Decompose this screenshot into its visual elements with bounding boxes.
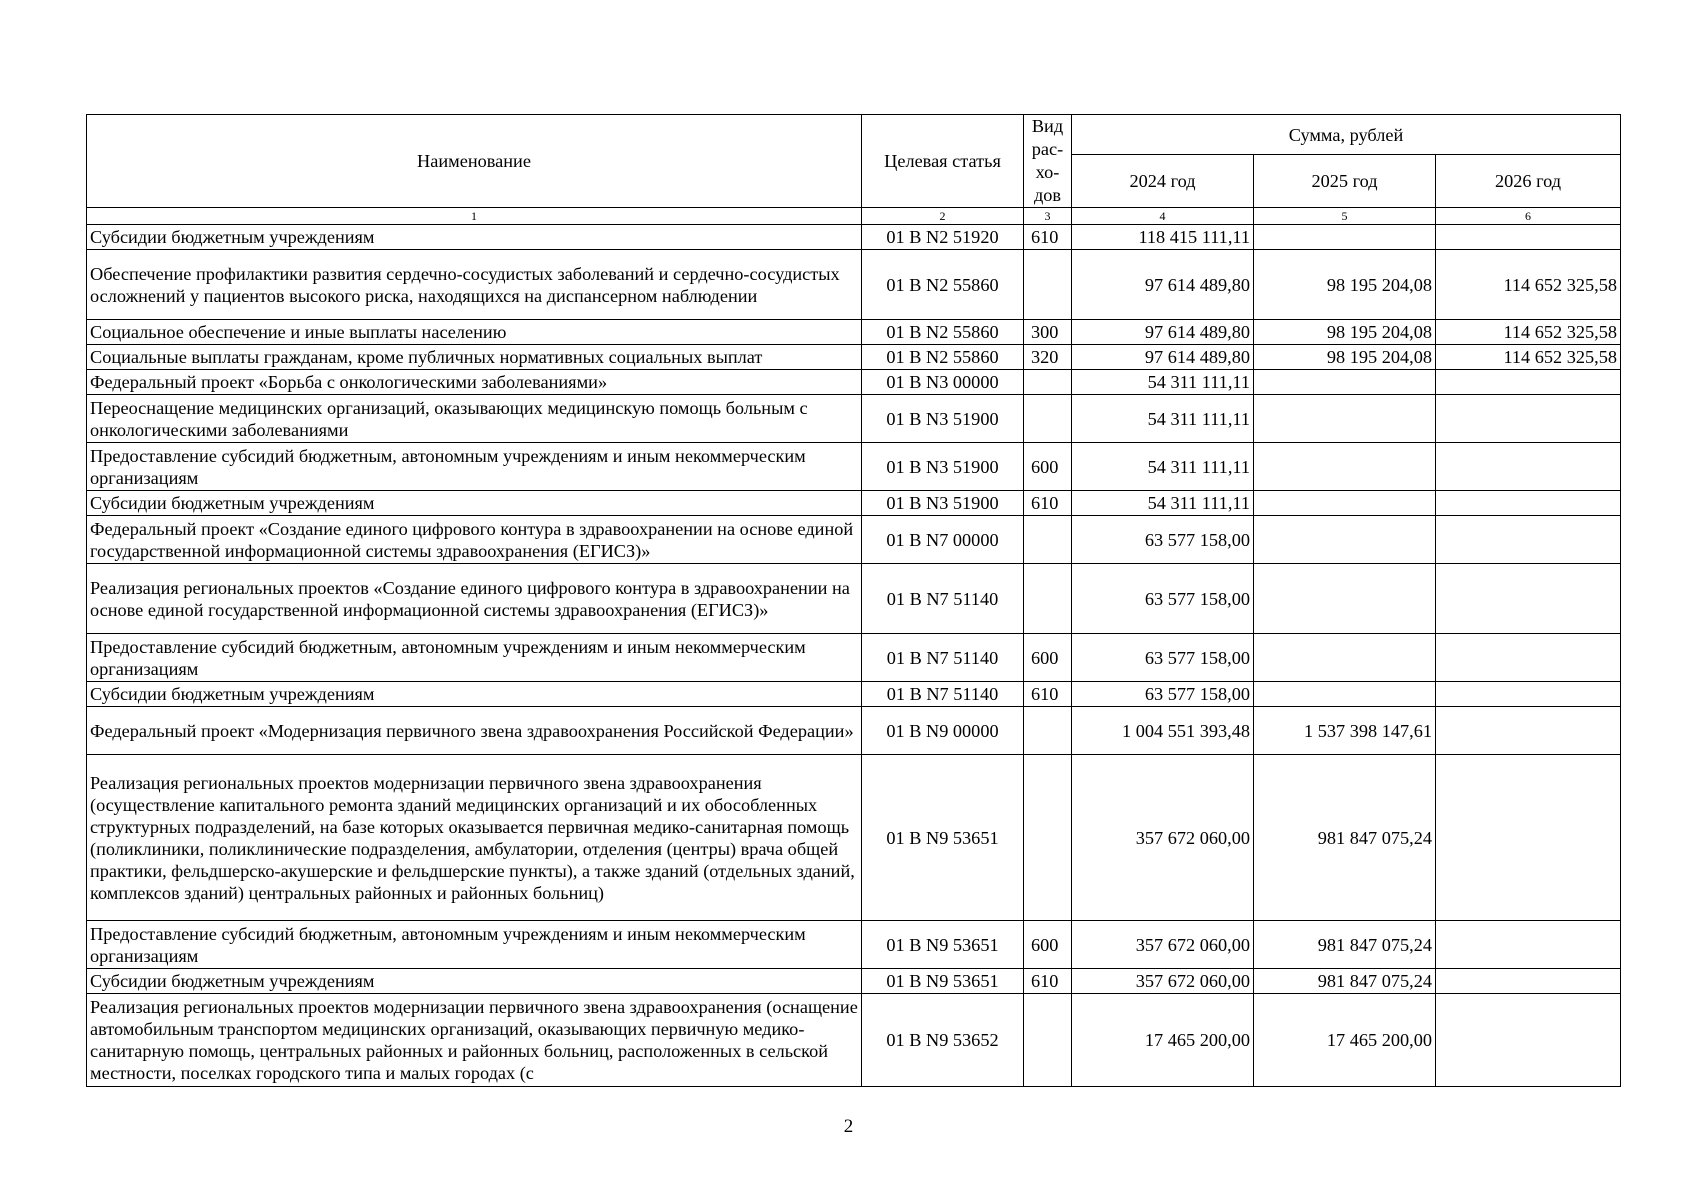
table-row [87, 755, 1621, 921]
table-row [87, 682, 1621, 707]
table-row [87, 707, 1621, 755]
header-year-2026: 2026 год [1436, 155, 1621, 208]
row-name: Субсидии бюджетным учреждениям [87, 969, 862, 994]
row-amount-2026: 114 652 325,58 [1436, 250, 1621, 320]
row-amount-2025 [1254, 370, 1436, 395]
row-target-article: 01 В N2 55860 [862, 320, 1024, 345]
table-row [87, 516, 1621, 564]
table-header [87, 115, 1621, 225]
row-amount-2026 [1436, 370, 1621, 395]
row-amount-2026 [1436, 564, 1621, 634]
row-amount-2026 [1436, 395, 1621, 443]
row-target-article: 01 В N3 51900 [862, 395, 1024, 443]
table-body [87, 225, 1621, 1087]
row-name: Переоснащение медицинских организаций, оказывающих медицинскую помощь больным с онкологическими заболеваниями [87, 395, 862, 443]
table-row [87, 994, 1621, 1087]
row-amount-2025: 981 847 075,24 [1254, 921, 1436, 969]
table-row [87, 634, 1621, 682]
row-amount-2024: 63 577 158,00 [1072, 634, 1254, 682]
row-target-article: 01 В N7 51140 [862, 682, 1024, 707]
row-expense-type: 320 [1024, 345, 1072, 370]
table-row [87, 370, 1621, 395]
row-amount-2025: 98 195 204,08 [1254, 320, 1436, 345]
row-amount-2025 [1254, 682, 1436, 707]
row-target-article: 01 В N2 51920 [862, 225, 1024, 250]
page-number: 2 [843, 1116, 854, 1137]
row-amount-2026: 114 652 325,58 [1436, 320, 1621, 345]
row-expense-type [1024, 395, 1072, 443]
row-target-article: 01 В N7 51140 [862, 564, 1024, 634]
row-expense-type [1024, 250, 1072, 320]
header-year-2024: 2024 год [1072, 155, 1254, 208]
row-expense-type: 610 [1024, 682, 1072, 707]
row-amount-2024: 1 004 551 393,48 [1072, 707, 1254, 755]
row-amount-2025 [1254, 225, 1436, 250]
row-name: Федеральный проект «Создание единого цифрового контура в здравоохранении на основе единой государственной информационной системы здравоохранения (ЕГИСЗ)» [87, 516, 862, 564]
header-sum: Сумма, рублей [1072, 115, 1621, 155]
column-number: 4 [1072, 208, 1254, 225]
row-amount-2025: 17 465 200,00 [1254, 994, 1436, 1087]
table-row [87, 320, 1621, 345]
row-target-article: 01 В N9 53651 [862, 969, 1024, 994]
column-number: 3 [1024, 208, 1072, 225]
row-expense-type: 610 [1024, 969, 1072, 994]
budget-table [86, 114, 1621, 1087]
row-amount-2024: 357 672 060,00 [1072, 755, 1254, 921]
row-amount-2024: 357 672 060,00 [1072, 969, 1254, 994]
row-target-article: 01 В N9 00000 [862, 707, 1024, 755]
row-amount-2026: 114 652 325,58 [1436, 345, 1621, 370]
row-amount-2026 [1436, 491, 1621, 516]
row-amount-2026 [1436, 921, 1621, 969]
row-amount-2025 [1254, 443, 1436, 491]
row-name: Обеспечение профилактики развития сердечно-сосудистых заболеваний и сердечно-сосудистых осложнений у пациентов высокого риска, находящихся на диспансерном наблюдении [87, 250, 862, 320]
row-amount-2024: 54 311 111,11 [1072, 370, 1254, 395]
row-target-article: 01 В N3 51900 [862, 491, 1024, 516]
row-name: Реализация региональных проектов модернизации первичного звена здравоохранения (оснащение автомобильным транспортом медицинских организаций, оказывающих первичную медико-санитарную помощь, центральных районных и районных больниц, расположенных в сельской местности, поселках городского типа и малых городах (с [87, 994, 862, 1087]
row-amount-2025: 981 847 075,24 [1254, 969, 1436, 994]
row-amount-2025: 98 195 204,08 [1254, 345, 1436, 370]
table-row [87, 225, 1621, 250]
row-amount-2026 [1436, 707, 1621, 755]
row-amount-2026 [1436, 994, 1621, 1087]
header-expense-type: Вид рас-хо-дов [1024, 115, 1072, 208]
row-amount-2025 [1254, 395, 1436, 443]
row-target-article: 01 В N3 51900 [862, 443, 1024, 491]
row-name: Предоставление субсидий бюджетным, автономным учреждениям и иным некоммерческим организациям [87, 921, 862, 969]
row-amount-2025 [1254, 564, 1436, 634]
row-name: Федеральный проект «Борьба с онкологическими заболеваниями» [87, 370, 862, 395]
table-row [87, 921, 1621, 969]
row-target-article: 01 В N9 53651 [862, 921, 1024, 969]
row-name: Социальное обеспечение и иные выплаты населению [87, 320, 862, 345]
row-target-article: 01 В N9 53651 [862, 755, 1024, 921]
row-amount-2024: 54 311 111,11 [1072, 491, 1254, 516]
table-row [87, 491, 1621, 516]
column-numbers-row [87, 208, 1621, 225]
row-amount-2026 [1436, 516, 1621, 564]
row-expense-type: 600 [1024, 921, 1072, 969]
row-name: Федеральный проект «Модернизация первичного звена здравоохранения Российской Федерации» [87, 707, 862, 755]
row-amount-2024: 357 672 060,00 [1072, 921, 1254, 969]
row-amount-2025 [1254, 634, 1436, 682]
table-row [87, 443, 1621, 491]
header-year-2025: 2025 год [1254, 155, 1436, 208]
row-name: Предоставление субсидий бюджетным, автономным учреждениям и иным некоммерческим организациям [87, 443, 862, 491]
row-expense-type [1024, 564, 1072, 634]
row-amount-2025: 98 195 204,08 [1254, 250, 1436, 320]
row-amount-2026 [1436, 225, 1621, 250]
row-target-article: 01 В N2 55860 [862, 250, 1024, 320]
row-amount-2026 [1436, 682, 1621, 707]
row-expense-type [1024, 370, 1072, 395]
row-amount-2026 [1436, 634, 1621, 682]
row-amount-2025 [1254, 491, 1436, 516]
table-row [87, 250, 1621, 320]
column-number: 6 [1436, 208, 1621, 225]
row-expense-type: 600 [1024, 634, 1072, 682]
row-expense-type: 610 [1024, 225, 1072, 250]
row-expense-type [1024, 755, 1072, 921]
table-row [87, 564, 1621, 634]
header-target-article: Целевая статья [862, 115, 1024, 208]
row-amount-2026 [1436, 443, 1621, 491]
row-amount-2024: 97 614 489,80 [1072, 250, 1254, 320]
row-expense-type: 600 [1024, 443, 1072, 491]
row-amount-2024: 63 577 158,00 [1072, 564, 1254, 634]
row-expense-type: 610 [1024, 491, 1072, 516]
row-amount-2024: 54 311 111,11 [1072, 395, 1254, 443]
row-target-article: 01 В N7 00000 [862, 516, 1024, 564]
table-row [87, 345, 1621, 370]
row-amount-2024: 97 614 489,80 [1072, 345, 1254, 370]
row-amount-2024: 118 415 111,11 [1072, 225, 1254, 250]
row-target-article: 01 В N3 00000 [862, 370, 1024, 395]
column-number: 5 [1254, 208, 1436, 225]
row-amount-2024: 97 614 489,80 [1072, 320, 1254, 345]
column-number: 1 [87, 208, 862, 225]
row-name: Субсидии бюджетным учреждениям [87, 682, 862, 707]
row-amount-2026 [1436, 969, 1621, 994]
row-name: Реализация региональных проектов «Создание единого цифрового контура в здравоохранении на основе единой государственной информационной системы здравоохранения (ЕГИСЗ)» [87, 564, 862, 634]
row-amount-2024: 17 465 200,00 [1072, 994, 1254, 1087]
row-target-article: 01 В N2 55860 [862, 345, 1024, 370]
row-name: Субсидии бюджетным учреждениям [87, 225, 862, 250]
row-name: Реализация региональных проектов модернизации первичного звена здравоохранения (осуществление капитального ремонта зданий медицинских организаций и их обособленных структурных подразделений, на базе которых оказывается первичная медико-санитарная помощь (поликлиники, поликлинические подразделения, амбулатории, отделения (центры) врача общей практики, фельдшерско-акушерские и фельдшерские пункты), а также зданий (отдельных зданий, комплексов зданий) центральных районных и районных больниц) [87, 755, 862, 921]
header-name: Наименование [87, 115, 862, 208]
row-amount-2026 [1436, 755, 1621, 921]
row-name: Предоставление субсидий бюджетным, автономным учреждениям и иным некоммерческим организациям [87, 634, 862, 682]
row-expense-type: 300 [1024, 320, 1072, 345]
row-expense-type [1024, 516, 1072, 564]
row-target-article: 01 В N7 51140 [862, 634, 1024, 682]
row-target-article: 01 В N9 53652 [862, 994, 1024, 1087]
row-amount-2024: 63 577 158,00 [1072, 516, 1254, 564]
row-expense-type [1024, 707, 1072, 755]
row-amount-2025: 981 847 075,24 [1254, 755, 1436, 921]
row-amount-2025: 1 537 398 147,61 [1254, 707, 1436, 755]
row-amount-2025 [1254, 516, 1436, 564]
row-amount-2024: 63 577 158,00 [1072, 682, 1254, 707]
row-expense-type [1024, 994, 1072, 1087]
row-name: Субсидии бюджетным учреждениям [87, 491, 862, 516]
row-name: Социальные выплаты гражданам, кроме публичных нормативных социальных выплат [87, 345, 862, 370]
table-row [87, 395, 1621, 443]
table-row [87, 969, 1621, 994]
row-amount-2024: 54 311 111,11 [1072, 443, 1254, 491]
column-number: 2 [862, 208, 1024, 225]
